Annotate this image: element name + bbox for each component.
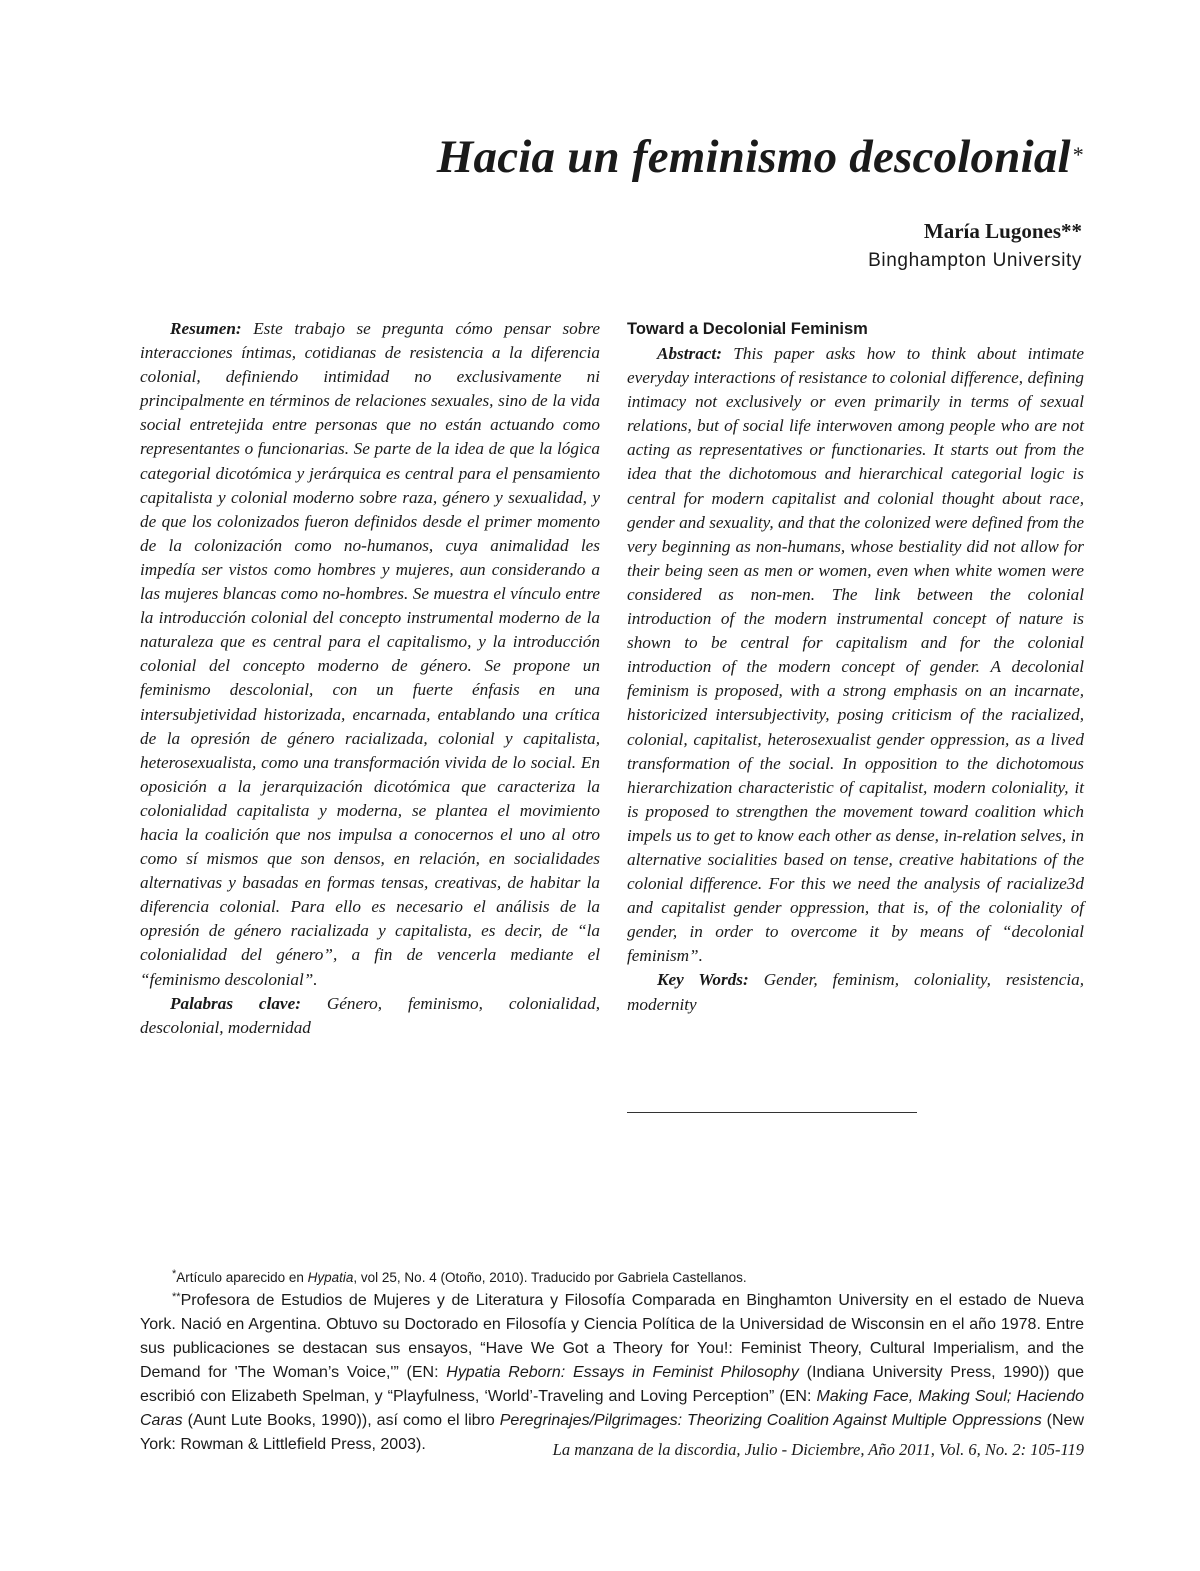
- palabras-clave-paragraph: [140, 992, 600, 1040]
- article-title: [437, 130, 1084, 184]
- resumen-paragraph: [140, 317, 600, 992]
- abstract-column: [627, 317, 1084, 1017]
- running-footer: La manzana de la discordia, Julio - Diciembre, Año 2011, Vol. 6, No. 2: 105-119: [552, 1440, 1084, 1459]
- footnote-separator: [627, 1112, 917, 1113]
- footnote-2-book-2: Making Face, Making Soul; Haciendo Caras: [140, 1388, 1084, 1429]
- title-footnote-marker: *: [1072, 142, 1084, 167]
- abstract-text: This paper asks how to think about intimate everyday interactions of resistance to colonial difference, defining intimacy not exclusively or even primarily in terms of sexual relations, but of social life interwoven among people who are not acting as representatives or functionaries. It starts out from the idea that the dichotomous and hierarchical categorial logic is central for modern capitalist and colonial thought about race, gender and sexuality, and that the colonized were defined from the very beginning as non-humans, whose bestiality did not allow for their being seen as men or women, even when white women were considered as non-men. The link between the colonial introduction of the modern instrumental concept of nature is shown to be central for capitalism and for the colonial introduction of the modern concept of gender. A decolonial feminism is proposed, with a strong emphasis on an incarnate, historicized intersubjectivity, posing criticism of the racialized, colonial, capitalist, heterosexualist gender oppression, as a lived transformation of the social. In opposition to the dichotomous hierarchization characteristic of capitalist, modern coloniality, it is proposed to strengthen the movement toward coalition which impels us to get to know each other as dense, in-relation selves, in alternative socialities based on tense, creative habitations of the colonial difference. For this we need the analysis of racialize3d and capitalist gender oppression, that is, of the coloniality of gender, in order to overcome it by means of “decolonial feminism”.: [627, 344, 1084, 966]
- abstract-label: Abstract:: [657, 344, 722, 363]
- footnote-1-marker: *: [172, 1268, 177, 1280]
- key-words-text: Gender, feminism, coloniality, resistencia, modernity: [627, 970, 1084, 1014]
- footnote-1-journal: Hypatia: [307, 1270, 354, 1285]
- resumen-text: Este trabajo se pregunta cómo pensar sobre interacciones íntimas, cotidianas de resistencia a la diferencia colonial, definiendo intimidad no exclusivamente ni principalmente en términos de relaciones sexuales, sino de la vida social entretejida entre personas que no están actuando como representantes o funcionarias. Se parte de la idea de que la lógica categorial dicotómica y jerárquica es central para el pensamiento capitalista y colonial moderno sobre raza, género y sexualidad, y de que los colonizados fueron definidos desde el primer momento de la colonización como no-humanos, cuya animalidad les impedía ser vistos como hombres y mujeres, aun considerando a las mujeres blancas como no-hombres. Se muestra el vínculo entre la introducción colonial del concepto instrumental moderno de la naturaleza que es central para el capitalismo, y la introducción colonial del concepto moderno de género. Se propone un feminismo descolonial, con un fuerte énfasis en una intersubjetividad historizada, encarnada, entablando una crítica de la opresión de género racializada, colonial y capitalista, heterosexualista, como una transformación vivida de lo social. En oposición a la jerarquización dicotómica que caracteriza la colonialidad capitalista y moderna, se plantea el movimiento hacia la coalición que nos impulsa a conocernos el uno al otro como sí mismos que son densos, en relación, en socialidades alternativas y basadas en formas tensas, creativas, de habitar la diferencia colonial. Para ello es necesario el análisis de la opresión de género racializada y capitalista, es decir, de “la colonialidad del género”, a fin de vencerla mediante el “feminismo descolonial”.: [140, 319, 600, 989]
- palabras-clave-text: Género, feminismo, colonialidad, descolonial, modernidad: [140, 993, 601, 1037]
- key-words-paragraph: [627, 968, 1084, 1016]
- footnote-2-text-b: (Indiana University Press, 1990)) que escribió con Elizabeth Spelman, y “Playfulness, ‘World’-Traveling and Loving Perception” (EN:: [140, 1364, 1084, 1405]
- resumen-label: Resumen:: [170, 319, 242, 338]
- author-affiliation: Binghampton University: [868, 250, 1082, 271]
- resumen-column: [140, 317, 600, 1040]
- footnote-1-text-a: Artículo aparecido en: [176, 1270, 308, 1285]
- author-name: María Lugones**: [923, 219, 1082, 243]
- abstract-paragraph: [627, 342, 1084, 968]
- footnote-2-book-1: Hypatia Reborn: Essays in Feminist Philosophy: [446, 1364, 799, 1381]
- palabras-clave-label: Palabras clave:: [170, 993, 301, 1013]
- footnote-2-book-3: Peregrinajes/Pilgrimages: Theorizing Coalition Against Multiple Oppressions: [499, 1412, 1042, 1429]
- footnote-2-text-d: (New York: Rowman & Littlefield Press, 2003).: [140, 1412, 1085, 1453]
- footnote-1-text-b: , vol 25, No. 4 (Otoño, 2010). Traducido por Gabriela Castellanos.: [353, 1270, 747, 1285]
- english-title: Toward a Decolonial Feminism: [627, 320, 868, 338]
- key-words-label: Key Words:: [657, 970, 749, 990]
- footnote-2-marker: **: [172, 1291, 181, 1303]
- article-title-text: Hacia un feminismo descolonial: [436, 131, 1071, 183]
- footnote-2: [140, 1285, 1084, 1457]
- footnote-2-text-c: (Aunt Lute Books, 1990)), así como el libro: [182, 1412, 500, 1429]
- footnote-2-text-a: Profesora de Estudios de Mujeres y de Literatura y Filosofía Comparada en Binghamton University en el estado de Nueva York. Nació en Argentina. Obtuvo su Doctorado en Filosofía y Ciencia Política de la Universidad de Wisconsin en el año 1978. Entre sus publicaciones se destacan sus ensayos, “Have We Got a Theory for You!: Feminist Theory, Cultural Imperialism, and the Demand for 'The Woman’s Voice,'” (EN:: [140, 1292, 1084, 1381]
